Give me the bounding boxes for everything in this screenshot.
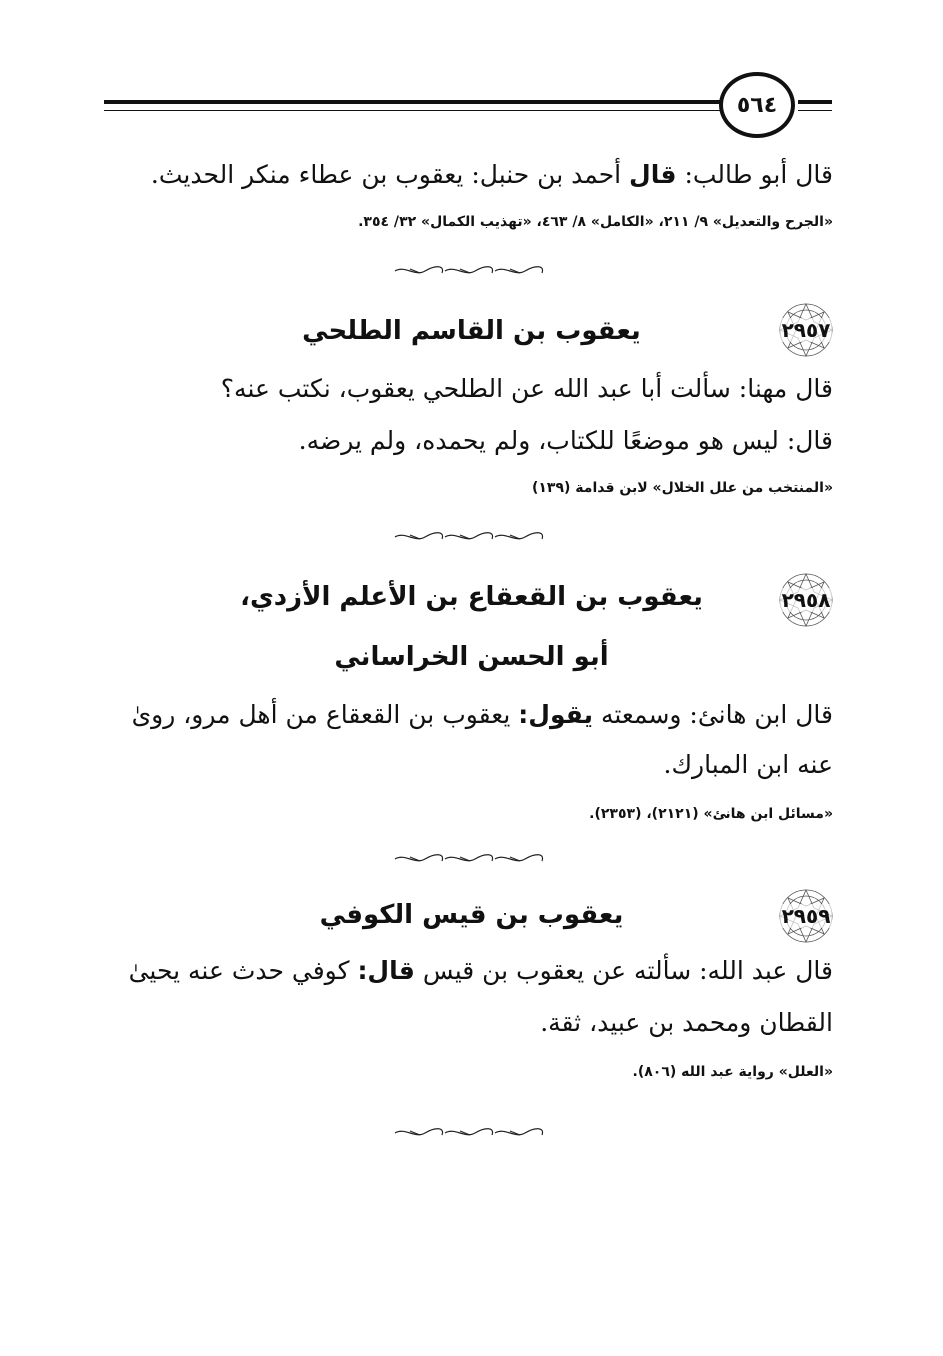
- ornament-divider-icon: [390, 264, 550, 278]
- entry-text-line: [100, 958, 833, 983]
- top-source: «الجرح والتعديل» ٩/ ٢١١، «الكامل» ٨/ ٤٦٣، «تهذيب الكمال» ٣٢/ ٣٥٤.: [358, 214, 833, 230]
- entry-title: يعقوب بن قيس الكوفي: [319, 900, 624, 930]
- entry-text-bold: قال:: [357, 956, 415, 985]
- entry-text-c: يعقوب بن القعقاع من أهل مرو، روىٰ: [131, 700, 519, 729]
- entry-text-line: [100, 702, 833, 727]
- entry-text-c: كوفي حدث عنه يحيىٰ: [128, 956, 358, 985]
- entry-text-line: عنه ابن المبارك.: [663, 750, 833, 779]
- entry-number: ٢٩٥٩: [781, 904, 831, 928]
- entry-text-line: قال مهنا: سألت أبا عبد الله عن الطلحي يعقوب، نكتب عنه؟: [220, 374, 833, 403]
- page-number: ٥٦٤: [719, 72, 795, 138]
- entry-number: ٢٩٥٧: [781, 318, 831, 342]
- header-rule-right-thick: [798, 100, 832, 104]
- ornament-divider-icon: [390, 852, 550, 866]
- header-rule-thin: [104, 110, 724, 111]
- entry-text-a: قال ابن هانئ: وسمعته: [593, 700, 833, 729]
- entry-text-bold: يقول:: [518, 700, 594, 729]
- entry-title: يعقوب بن القاسم الطلحي: [302, 316, 641, 346]
- ornament-divider-icon: [390, 530, 550, 544]
- header-rule-right-thin: [798, 110, 832, 111]
- entry-text-line: قال: ليس هو موضعًا للكتاب، ولم يحمده، ولم يرضه.: [298, 426, 833, 455]
- header-rule-thick: [104, 100, 724, 104]
- entry-number: ٢٩٥٨: [781, 588, 831, 612]
- entry-text-a: قال عبد الله: سألته عن يعقوب بن قيس: [414, 956, 833, 985]
- top-text-a: قال أبو طالب:: [676, 160, 833, 189]
- entry-source: «العلل» رواية عبد الله (٨٠٦).: [632, 1064, 833, 1080]
- top-paragraph: [100, 162, 833, 187]
- entry-source: «مسائل ابن هانئ» (٢١٢١)، (٢٣٥٣).: [589, 806, 833, 822]
- entry-source: «المنتخب من علل الخلال» لابن قدامة (١٣٩): [531, 480, 833, 496]
- entry-title: يعقوب بن القعقاع بن الأعلم الأزدي،: [240, 582, 703, 612]
- entry-subtitle: أبو الحسن الخراساني: [334, 642, 609, 672]
- top-text-c: أحمد بن حنبل: يعقوب بن عطاء منكر الحديث.: [150, 160, 630, 189]
- ornament-divider-icon: [390, 1126, 550, 1140]
- entry-text-line: القطان ومحمد بن عبيد، ثقة.: [540, 1008, 833, 1037]
- top-text-bold: قال: [629, 160, 677, 189]
